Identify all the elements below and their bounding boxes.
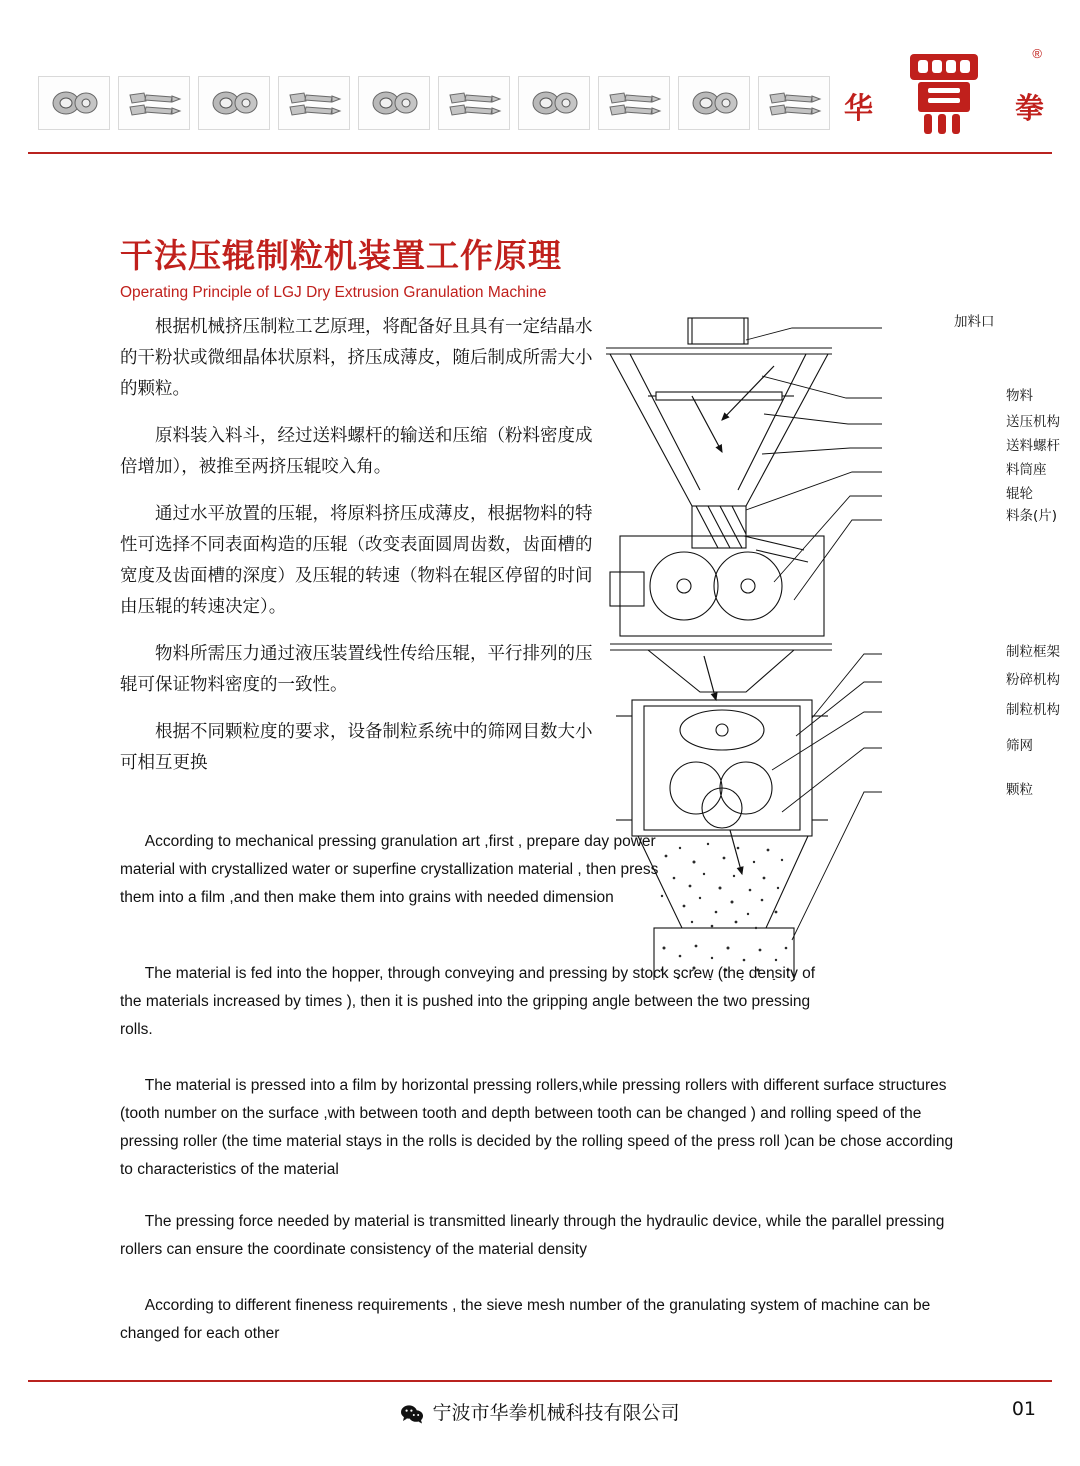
callout-granule-frame: 制粒框架 [1006,644,1060,660]
screw-icon [604,83,664,123]
thumb-screw-2 [118,76,190,130]
thumb-rivet-7 [518,76,590,130]
cn-paragraph-4: 物料所需压力通过液压装置线性传给压辊，平行排列的压辊可保证物料密度的一致性。 [120,644,593,695]
footer-company-name: 宁波市华拳机械科技有限公司 [432,1402,680,1424]
callout-feed-inlet: 加料口 [954,314,995,330]
screw-icon [444,83,504,123]
screw-icon [764,83,824,123]
english-paragraph-5-wrap [120,1292,970,1348]
wechat-icon [400,1404,424,1424]
company-logo [844,38,1044,143]
registered-trademark-icon: ® [1032,46,1042,61]
english-paragraph-3-wrap [120,1072,970,1184]
english-paragraph-3: The material is pressed into a film by horizontal pressing rollers,while pressing rollers with different surface structures (tooth number on the surface ,with between tooth and depth between tooth can be changed ) and rolling speed of the pressing roller (the time material stays in the rolls is decided by the rolling speed of the press roll )can be chose according to characteristics of the material [120,1077,954,1178]
product-thumbnail-strip [38,76,830,130]
english-paragraph-4: The pressing force needed by material is transmitted linearly through the hydraulic device, while the parallel pressing rollers can ensure the coordinate consistency of the material density [120,1213,945,1258]
cn-paragraph-2: 原料装入料斗，经过送料螺杆的输送和压缩（粉料密度成倍增加），被推至两挤压辊咬入角。 [120,426,593,477]
footer-divider [28,1380,1052,1382]
page-title-en: Operating Principle of LGJ Dry Extrusion Granulation Machine [120,284,547,301]
rivet-icon [364,83,424,123]
header-divider [28,152,1052,154]
rivet-icon [524,83,584,123]
english-paragraph-4-wrap [120,1208,970,1264]
page-number: 01 [1011,1398,1036,1420]
page-footer [0,1398,1080,1427]
thumb-rivet-1 [38,76,110,130]
english-paragraph-1-wrap [120,828,680,912]
english-paragraph-1: According to mechanical pressing granulation art ,first , prepare day power material with crystallized water or superfine crystallization material , then press them into a film ,and then make them into grains with needed dimension [120,833,659,906]
callout-strip-flake: 料条(片) [1006,508,1058,524]
page-title-cn: 干法压辊制粒机装置工作原理 [120,236,562,275]
diagram-callout-list [880,300,1060,820]
cn-paragraph-3: 通过水平放置的压辊，将原料挤压成薄皮，根据物料的特性可选择不同表面构造的压辊（改变表面圆周齿数，齿面槽的宽度及齿面槽的深度）及压辊的转速（物料在辊区停留的时间由压辊的转速决定）。 [120,504,593,617]
thumb-rivet-5 [358,76,430,130]
callout-sieve: 筛网 [1006,738,1033,754]
thumb-rivet-3 [198,76,270,130]
english-paragraph-2-wrap [120,960,820,1044]
logo-char-left: 华 [844,91,874,125]
thumb-screw-6 [438,76,510,130]
callout-crusher: 粉碎机构 [1006,672,1060,688]
rivet-icon [204,83,264,123]
rivet-icon [684,83,744,123]
leader-lines [746,328,882,940]
callout-press-feeder: 送压机构 [1006,414,1060,430]
fist-logo-icon [898,38,990,138]
logo-char-right: 拳 [1014,91,1044,125]
thumb-screw-8 [598,76,670,130]
chinese-body-column [120,312,602,795]
screw-icon [124,83,184,123]
callout-granules: 颗粒 [1006,782,1033,798]
rivet-icon [44,83,104,123]
cn-paragraph-1: 根据机械挤压制粒工艺原理，将配备好且具有一定结晶水的干粉状或微细晶体状原料，挤压成薄皮，随后制成所需大小的颗粒。 [120,317,593,399]
callout-barrel-seat: 料筒座 [1006,462,1047,478]
english-paragraph-2: The material is fed into the hopper, through conveying and pressing by stock screw (the density of the materials increased by times ), then it is pushed into the gripping angle between the two pressing rolls. [120,965,816,1038]
thumb-screw-10 [758,76,830,130]
callout-granulator: 制粒机构 [1006,702,1060,718]
callout-roller: 辊轮 [1006,486,1033,502]
page-header [0,0,1080,158]
cn-paragraph-5: 根据不同颗粒度的要求，设备制粒系统中的筛网目数大小可相互更换 [120,722,593,773]
thumb-rivet-9 [678,76,750,130]
screw-icon [284,83,344,123]
callout-feed-screw: 送料螺杆 [1006,438,1060,454]
callout-material: 物料 [1006,388,1033,404]
thumb-screw-4 [278,76,350,130]
english-paragraph-5: According to different fineness requirements , the sieve mesh number of the granulating system of machine can be changed for each other [120,1297,931,1342]
